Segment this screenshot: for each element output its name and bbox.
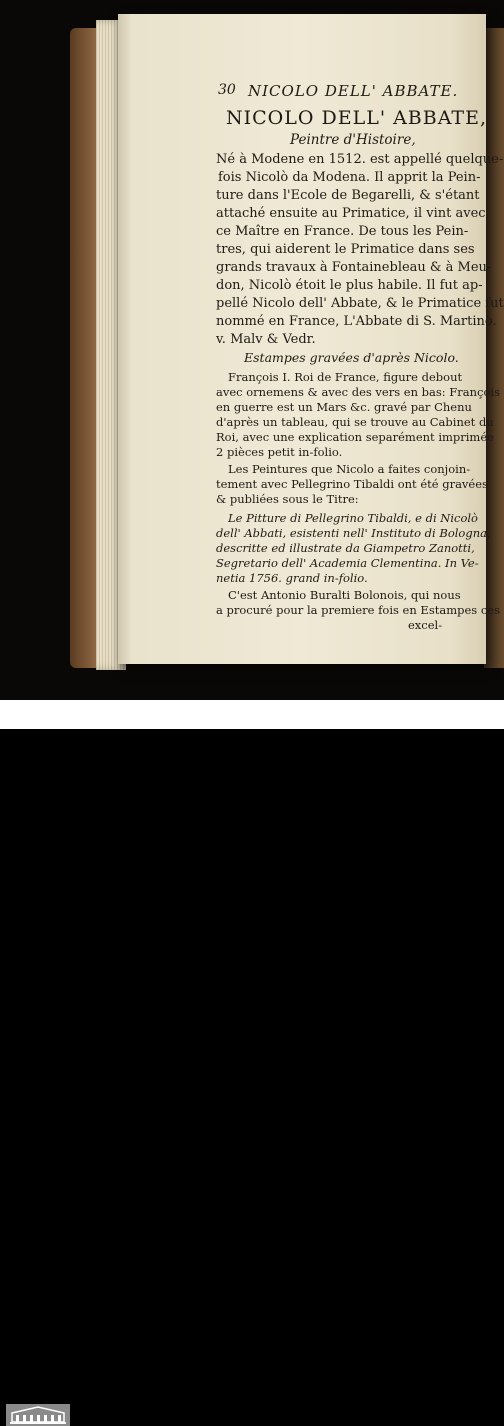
library-building-logo [6,1404,70,1426]
book-scan [0,0,504,700]
entry-line: Le Pitture di Pellegrino Tibaldi, e di Nicolò [228,511,478,525]
bio-line: ce Maître en France. De tous les Pein- [216,224,469,239]
entry-line: descritte ed illustrate da Giampetro Zanotti, [216,541,475,555]
bio-line: pellé Nicolo dell' Abbate, & le Primatice fut [216,296,504,311]
entry-line: netia 1756. grand in-folio. [216,571,368,585]
bio-line: grands travaux à Fontainebleau & à Meu- [216,260,492,275]
entry-line: tement avec Pellegrino Tibaldi ont été gravées [216,477,488,491]
entry-line: dell' Abbati, esistenti nell' Instituto di Bologna, [216,526,491,540]
bio-line: don, Nicolò étoit le plus habile. Il fut ap- [216,278,483,293]
entry-line: C'est Antonio Buralti Bolonois, qui nous [228,588,461,602]
bio-line: nommé en France, L'Abbate di S. Martino. [216,314,497,329]
entry-line: 2 pièces petit in-folio. [216,445,343,459]
article-title: NICOLO DELL' ABBATE, [226,107,487,129]
entry-line: Les Peintures que Nicolo a faites conjoin- [228,462,471,476]
entry-line: en guerre est un Mars &c. gravé par Chenu [216,400,472,414]
section-heading: Estampes gravées d'après Nicolo. [244,350,459,365]
bio-line: fois Nicolò da Modena. Il apprit la Pein- [218,170,481,185]
page-number: 30 [218,82,236,98]
entry-line: excel- [408,618,443,632]
entry-line: avec ornemens & avec des vers en bas: François [216,385,500,399]
article-subtitle: Peintre d'Histoire, [290,132,416,148]
entry-line: Segretario dell' Academia Clementina. In Ve- [216,556,479,570]
entry-line: & publiées sous le Titre: [216,492,359,506]
entry-line: Roi, avec une explication separément imprimée [216,430,494,444]
bio-line: attaché ensuite au Primatice, il vint avec [216,206,486,221]
entry-line: a procuré pour la premiere fois en Estampes ces [216,603,500,617]
bio-line: tres, qui aiderent le Primatice dans ses [216,242,475,257]
entry-line: d'après un tableau, qui se trouve au Cabinet du [216,415,494,429]
bio-line: ture dans l'Ecole de Begarelli, & s'étant [216,188,480,203]
footer-strip [0,700,504,729]
bio-line: v. Malv & Vedr. [216,332,316,347]
facing-page-edge [484,28,504,668]
running-head: NICOLO DELL' ABBATE. [248,82,459,100]
book-page [118,14,504,664]
entry-line: François I. Roi de France, figure debout [228,370,463,384]
bio-line: Né à Modene en 1512. est appellé quelque- [216,152,504,167]
